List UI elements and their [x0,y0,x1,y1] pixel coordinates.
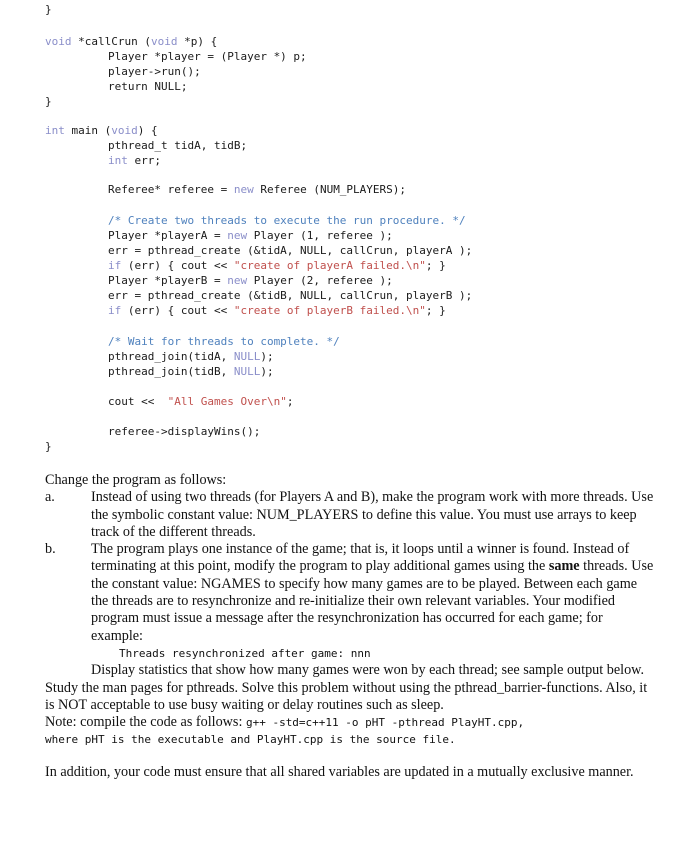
code-line: void *callCrun (void *p) { [45,35,218,48]
code-line: pthread_join(tidA, NULL); [108,350,274,363]
intro-text: Change the program as follows: [45,472,227,488]
code-line: Player *player = (Player *) p; [108,50,307,63]
sample-output: Threads resynchronized after game: nnn [119,646,371,660]
code-line: int err; [108,154,161,167]
compile-note [45,714,655,749]
code-line: pthread_join(tidB, NULL); [108,365,274,378]
code-line: Player *playerB = new Player (2, referee ); [108,274,393,287]
item-b-text: The program plays one instance of the game; that is, it loops until a winner is found. Instead of terminating at this point, modify the program to play additional games using the [91,541,630,575]
addition-text: In addition, your code must ensure that all shared variables are updated in a mutually exclusive manner. [45,763,634,780]
code-comment: /* Wait for threads to complete. */ [108,335,340,348]
item-b-emphasis: same [548,558,580,575]
note-label: Note: compile the code as follows: [45,714,243,731]
item-marker: a. [45,489,55,506]
list-item [45,541,655,679]
list-item [45,489,655,541]
code-line: referee->displayWins(); [108,425,261,438]
code-line: cout << "All Games Over\n"; [108,395,294,408]
code-line: return NULL; [108,80,188,93]
code-line: Player *playerA = new Player (1, referee ); [108,229,393,242]
item-a-text: Instead of using two threads (for Players A and B), make the program work with more threads. Use the symbolic constant value: NUM_PLAYERS to define this value. You must use arrays to keep track of the different threads. [91,489,654,540]
code-line: if (err) { cout << "create of playerA failed.\n"; } [108,259,446,272]
code-line: } [45,440,52,453]
code-line: if (err) { cout << "create of playerB failed.\n"; } [108,304,446,317]
code-line: err = pthread_create (&tidA, NULL, callCrun, playerA ); [108,244,473,257]
code-line: int main (void) { [45,124,158,137]
compile-command: g++ -std=c++11 -o pHT -pthread PlayHT.cpp, [245,716,525,730]
code-line: } [45,3,52,16]
code-line: player->run(); [108,65,201,78]
item-b-statistics: Display statistics that show how many games were won by each thread; see sample output below. [91,662,645,679]
compile-note-where: where pHT is the executable and PlayHT.cpp is the source file. [45,733,456,747]
code-comment: /* Create two threads to execute the run procedure. */ [108,214,466,227]
code-line: pthread_t tidA, tidB; [108,139,248,152]
study-text: Study the man pages for pthreads. Solve this problem without using the pthread_barrier-functions. Also, it is NOT acceptable to use busy waiting or delay routines such as sleep. [45,679,648,713]
code-line: Referee* referee = new Referee (NUM_PLAYERS); [108,183,407,196]
item-marker: b. [45,541,56,558]
item-b-text-cont: threads. Use the constant value: NGAMES to specify how many games are to be played. Between each game the threads are to resynchronize and re-initialize their own relevant variables. Your modified program must issue a message after the resynchronization has occurred for each game; for example: [91,558,654,644]
code-line: } [45,95,52,108]
assignment-instructions [45,472,655,781]
code-line: err = pthread_create (&tidB, NULL, callCrun, playerB ); [108,289,473,302]
